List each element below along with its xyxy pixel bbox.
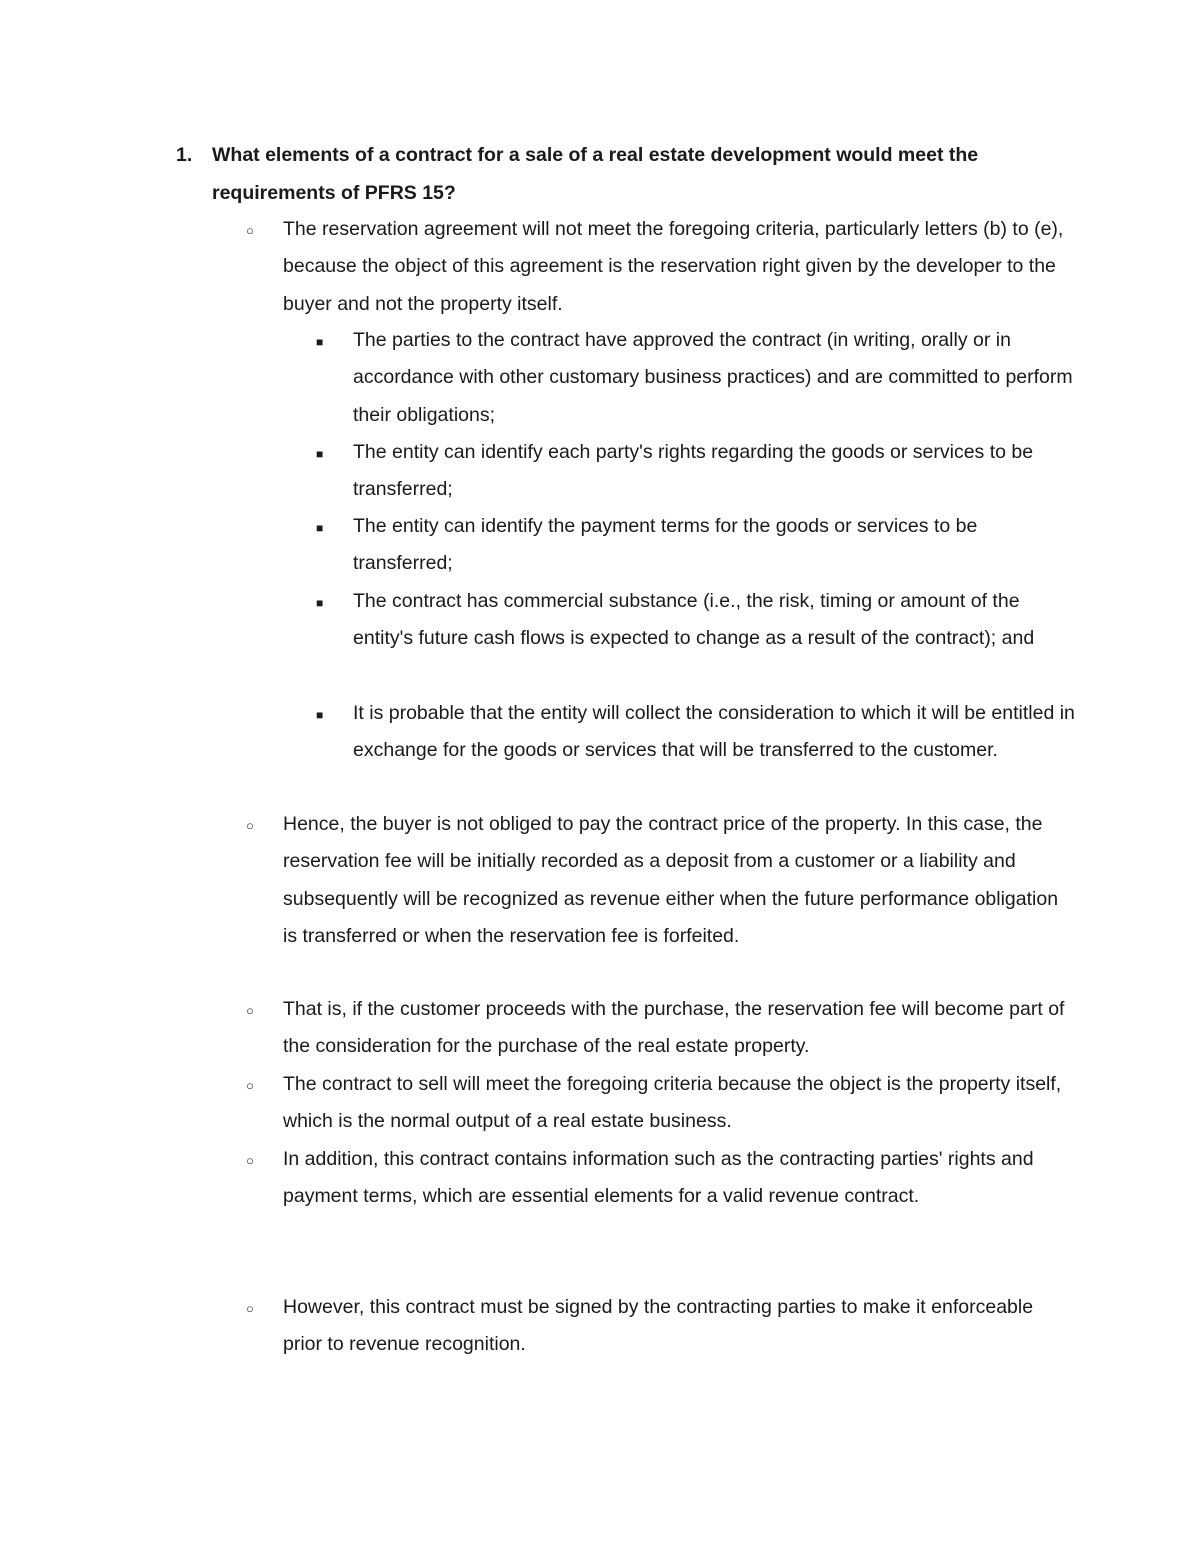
question-heading	[176, 137, 1076, 212]
criteria-item-text: The entity can identify the payment terms for the goods or services to be transferred;	[353, 515, 978, 575]
square-bullet-icon: ■	[316, 335, 324, 349]
square-bullet-icon: ■	[316, 447, 324, 461]
answer-item	[246, 806, 1076, 955]
hollow-circle-bullet-icon: ○	[246, 223, 254, 238]
criteria-item	[316, 322, 1076, 434]
answer-item-text: The reservation agreement will not meet the foregoing criteria, particularly letters (b) to (e), because the object of this agreement is the reservation right given by the developer to the buyer and not the property itself.	[283, 218, 1064, 315]
criteria-item	[316, 508, 1076, 583]
answer-item	[246, 1066, 1076, 1141]
criteria-item-text: The contract has commercial substance (i.e., the risk, timing or amount of the entity's future cash flows is expected to change as a result of the contract); and	[353, 590, 1035, 650]
square-bullet-icon: ■	[316, 708, 324, 722]
answer-item	[246, 991, 1076, 1066]
answer-item	[246, 211, 1076, 323]
hollow-circle-bullet-icon: ○	[246, 818, 254, 833]
hollow-circle-bullet-icon: ○	[246, 1003, 254, 1018]
hollow-circle-bullet-icon: ○	[246, 1301, 254, 1316]
question-number: 1.	[176, 144, 193, 166]
answer-item-text: That is, if the customer proceeds with the purchase, the reservation fee will become part of the consideration for the purchase of the real estate property.	[283, 998, 1065, 1058]
criteria-item-text: The entity can identify each party's rights regarding the goods or services to be transferred;	[353, 441, 1034, 501]
answer-item-text: The contract to sell will meet the foregoing criteria because the object is the property itself, which is the normal output of a real estate business.	[283, 1073, 1062, 1133]
criteria-item-text: The parties to the contract have approved the contract (in writing, orally or in accordance with other customary business practices) and are committed to perform their obligations;	[353, 329, 1073, 426]
answer-item	[246, 1141, 1076, 1216]
answer-item-text: However, this contract must be signed by the contracting parties to make it enforceable prior to revenue recognition.	[283, 1296, 1034, 1356]
square-bullet-icon: ■	[316, 596, 324, 610]
criteria-item	[316, 434, 1076, 509]
answer-item-text: Hence, the buyer is not obliged to pay the contract price of the property. In this case, the reservation fee will be initially recorded as a deposit from a customer or a liability and subsequently will be recognized as revenue either when the future performance obligation is transferred or when the reservation fee is forfeited.	[283, 813, 1059, 947]
square-bullet-icon: ■	[316, 521, 324, 535]
answer-item	[246, 1289, 1076, 1364]
criteria-item	[316, 583, 1076, 658]
criteria-item-text: It is probable that the entity will collect the consideration to which it will be entitled in exchange for the goods or services that will be transferred to the customer.	[353, 702, 1075, 762]
question-text: What elements of a contract for a sale of a real estate development would meet the requirements of PFRS 15?	[212, 144, 979, 204]
hollow-circle-bullet-icon: ○	[246, 1153, 254, 1168]
hollow-circle-bullet-icon: ○	[246, 1078, 254, 1093]
criteria-item	[316, 695, 1076, 770]
answer-item-text: In addition, this contract contains information such as the contracting parties' rights and payment terms, which are essential elements for a valid revenue contract.	[283, 1148, 1034, 1208]
